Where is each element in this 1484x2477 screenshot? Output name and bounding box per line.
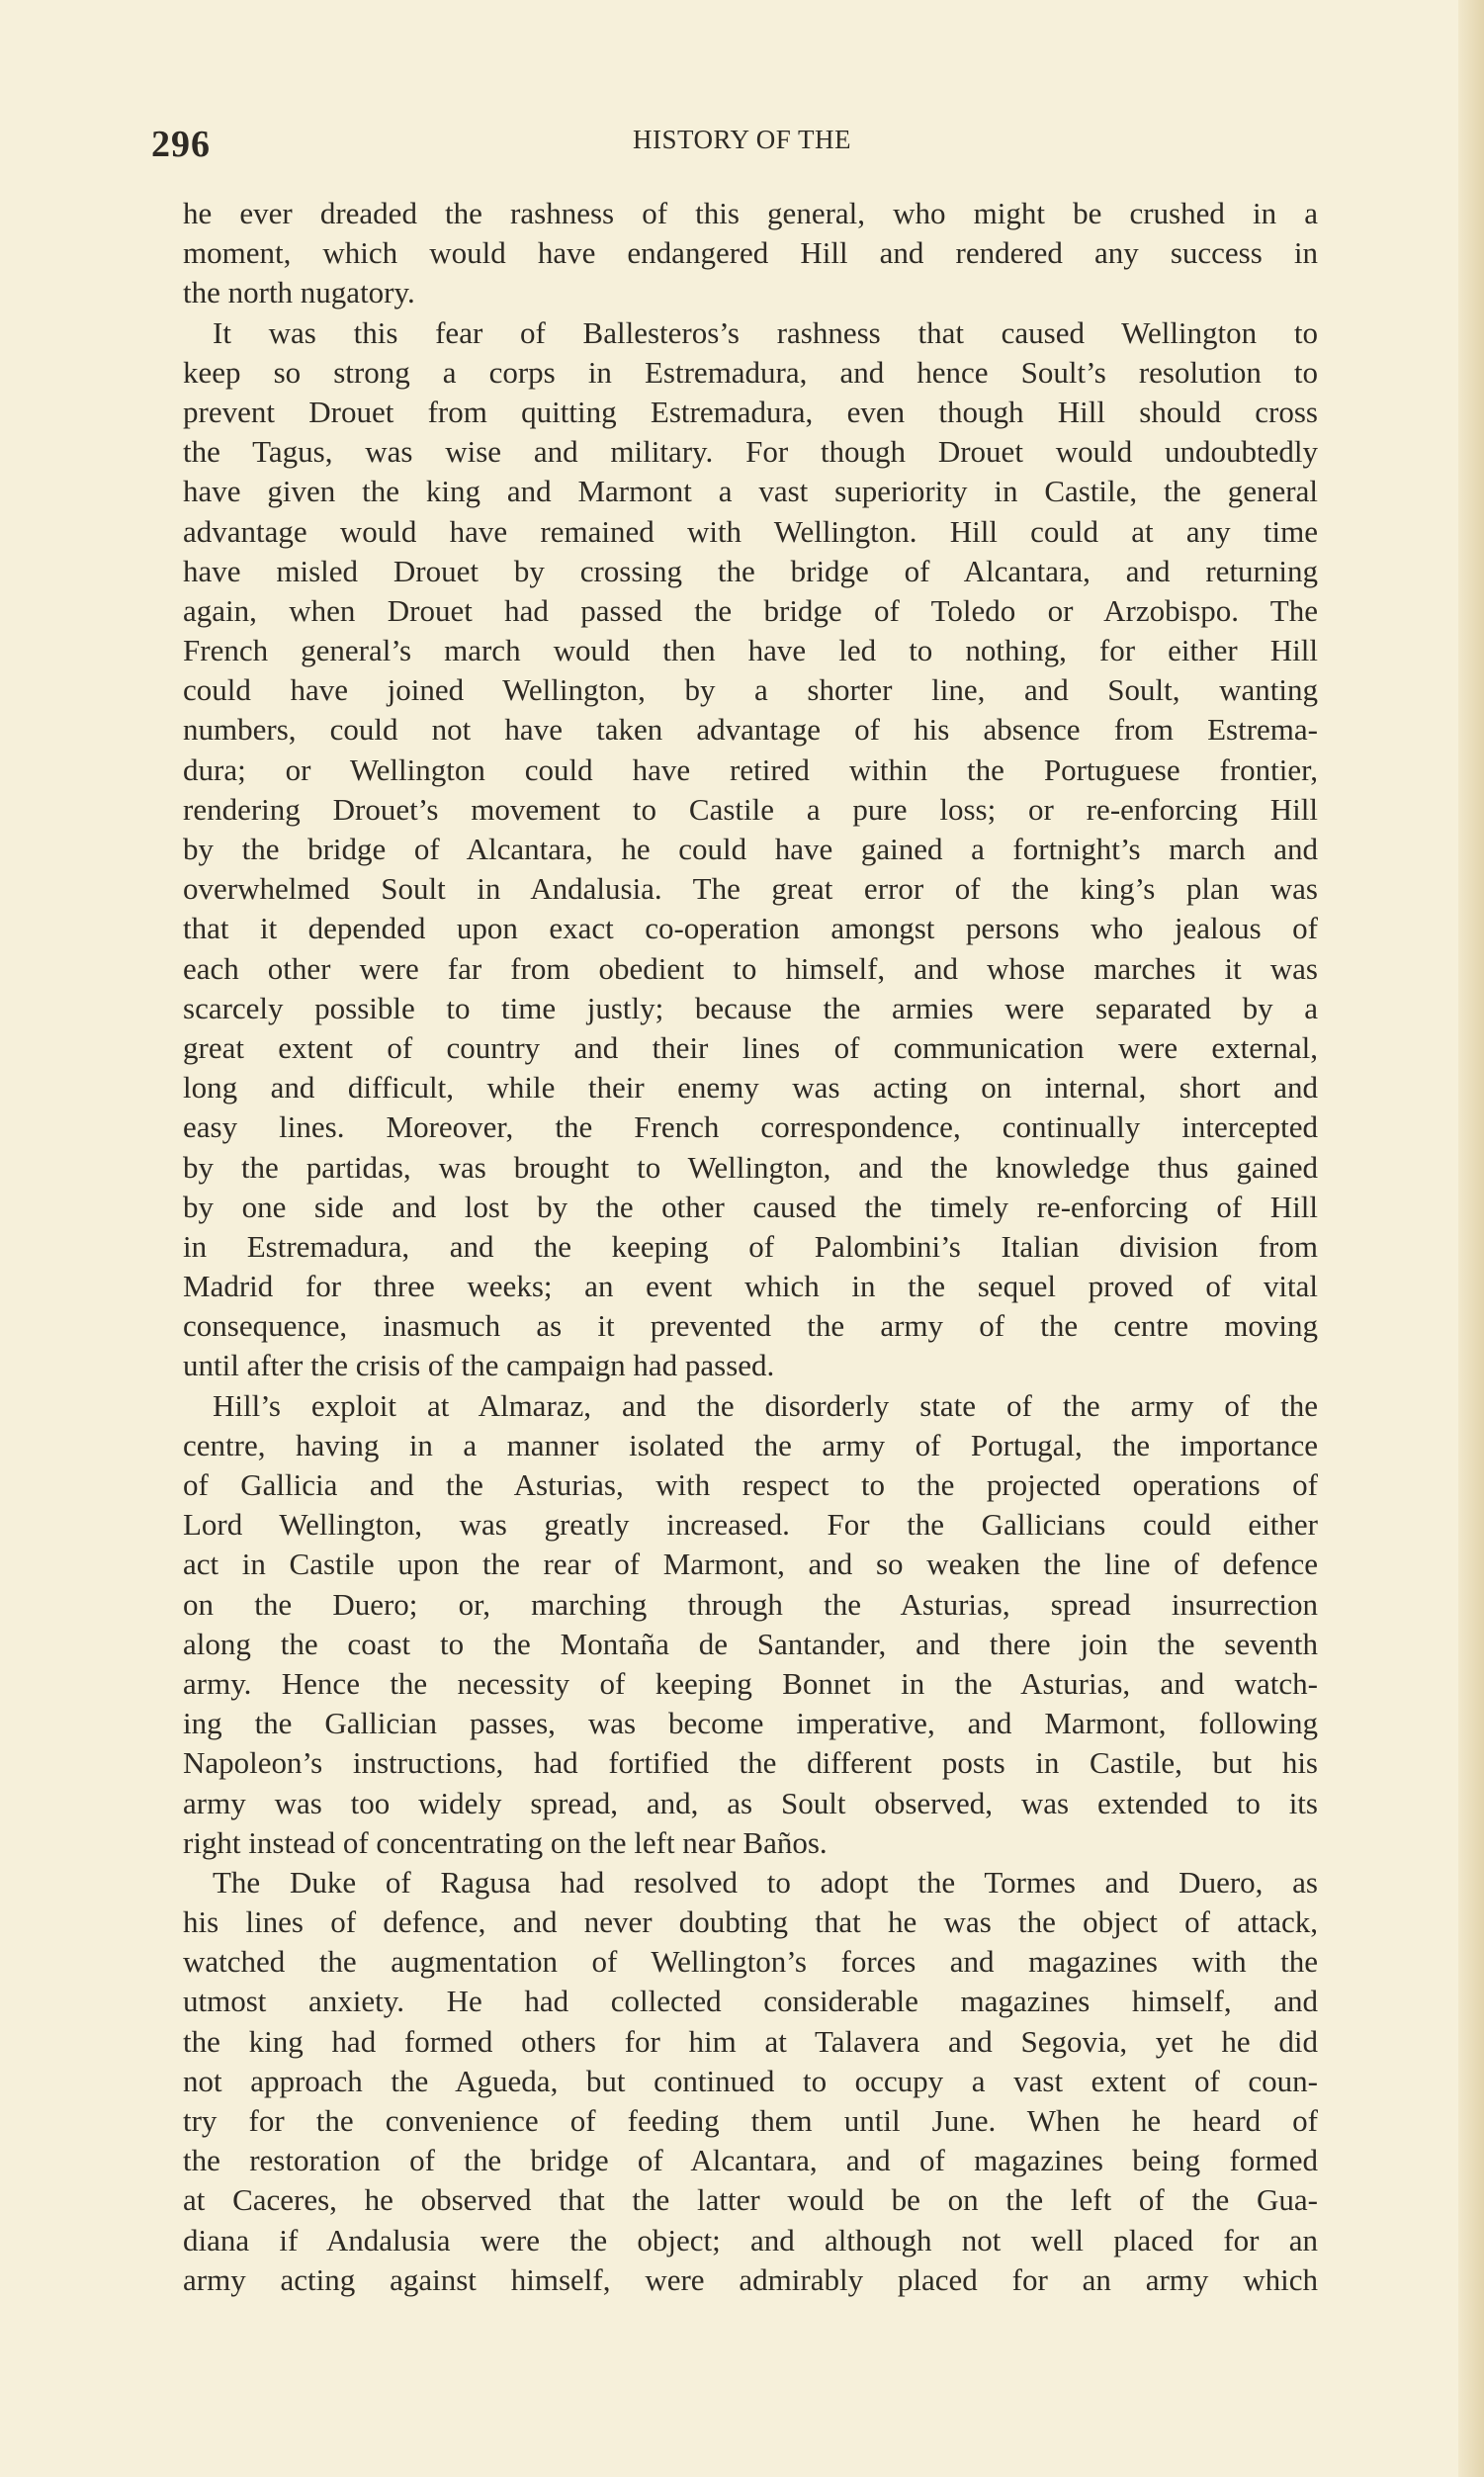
body-text <box>183 194 1318 2300</box>
text-line: keep so strong a corps in Estremadura, and hence Soult’s resolution to <box>183 354 1318 390</box>
text-line: right instead of concentrating on the left near Baños. <box>183 1824 828 1860</box>
text-line: utmost anxiety. He had collected considerable magazines himself, and <box>183 1984 1318 2019</box>
text-line: could have joined Wellington, by a shorter line, and Soult, wanting <box>183 672 1318 708</box>
text-line: again, when Drouet had passed the bridge of Toledo or Arzobispo. The <box>183 592 1318 628</box>
text-line: that it depended upon exact co-operation amongst persons who jealous of <box>183 911 1318 946</box>
text-line: diana if Andalusia were the object; and although not well placed for an <box>183 2222 1318 2257</box>
text-line: numbers, could not have taken advantage of his absence from Estrema- <box>183 712 1318 748</box>
text-line: by the partidas, was brought to Wellington, and the knowledge thus gained <box>183 1149 1318 1185</box>
text-line: the restoration of the bridge of Alcantara, and of magazines being formed <box>183 2143 1318 2178</box>
text-line: Lord Wellington, was greatly increased. For the Gallicians could either <box>183 1507 1318 1543</box>
text-line: advantage would have remained with Wellington. Hill could at any time <box>183 513 1318 549</box>
text-line: his lines of defence, and never doubting that he was the object of attack, <box>183 1904 1318 1940</box>
text-line: dura; or Wellington could have retired within the Portuguese frontier, <box>183 752 1318 787</box>
text-line: Hill’s exploit at Almaraz, and the disorderly state of the army of the <box>213 1387 1318 1423</box>
text-line: The Duke of Ragusa had resolved to adopt the Tormes and Duero, as <box>213 1864 1318 1900</box>
text-line: great extent of country and their lines of communication were external, <box>183 1029 1318 1065</box>
text-line: by one side and lost by the other caused the timely re-enforcing of Hill <box>183 1189 1318 1224</box>
text-line: act in Castile upon the rear of Marmont, and so weaken the line of defence <box>183 1547 1318 1582</box>
text-line: the king had formed others for him at Talavera and Segovia, yet he did <box>183 2023 1318 2059</box>
text-line: have misled Drouet by crossing the bridge of Alcantara, and returning <box>183 553 1318 588</box>
text-line: not approach the Agueda, but continued to occupy a vast extent of coun- <box>183 2063 1318 2098</box>
page-edge <box>1458 0 1484 2477</box>
text-line: long and difficult, while their enemy was acting on internal, short and <box>183 1070 1318 1106</box>
text-line: the north nugatory. <box>183 275 415 310</box>
text-line: try for the convenience of feeding them until June. When he heard of <box>183 2103 1318 2138</box>
text-line: until after the crisis of the campaign had passed. <box>183 1348 775 1383</box>
text-line: centre, having in a manner isolated the army of Portugal, the importance <box>183 1427 1318 1462</box>
text-line: have given the king and Marmont a vast superiority in Castile, the general <box>183 474 1318 509</box>
text-line: by the bridge of Alcantara, he could have gained a fortnight’s march and <box>183 832 1318 866</box>
text-line: Napoleon’s instructions, had fortified the different posts in Castile, but his <box>183 1745 1318 1781</box>
text-line: on the Duero; or, marching through the Asturias, spread insurrection <box>183 1586 1318 1622</box>
text-line: scarcely possible to time justly; because the armies were separated by a <box>183 990 1318 1025</box>
text-line: It was this fear of Ballesteros’s rashness that caused Wellington to <box>213 314 1318 350</box>
text-line: each other were far from obedient to himself, and whose marches it was <box>183 950 1318 986</box>
text-line: overwhelmed Soult in Andalusia. The great error of the king’s plan was <box>183 871 1318 907</box>
text-line: army was too widely spread, and, as Soult observed, was extended to its <box>183 1785 1318 1820</box>
text-line: at Caceres, he observed that the latter would be on the left of the Gua- <box>183 2182 1318 2218</box>
text-line: along the coast to the Montaña de Santander, and there join the seventh <box>183 1626 1318 1661</box>
text-line: of Gallicia and the Asturias, with respect to the projected operations of <box>183 1467 1318 1502</box>
text-line: ing the Gallician passes, was become imperative, and Marmont, following <box>183 1706 1318 1741</box>
text-line: he ever dreaded the rashness of this general, who might be crushed in a <box>183 196 1318 230</box>
text-line: prevent Drouet from quitting Estremadura, even though Hill should cross <box>183 394 1318 429</box>
running-title: HISTORY OF THE <box>632 125 852 154</box>
text-line: army. Hence the necessity of keeping Bonnet in the Asturias, and watch- <box>183 1665 1318 1701</box>
text-line: easy lines. Moreover, the French correspondence, continually intercepted <box>183 1109 1318 1145</box>
text-line: watched the augmentation of Wellington’s forces and magazines with the <box>183 1944 1318 1980</box>
text-line: rendering Drouet’s movement to Castile a pure loss; or re-enforcing Hill <box>183 791 1318 827</box>
text-line: consequence, inasmuch as it prevented the army of the centre moving <box>183 1308 1318 1344</box>
text-line: army acting against himself, were admirably placed for an army which <box>183 2261 1318 2297</box>
text-line: Madrid for three weeks; an event which in the sequel proved of vital <box>183 1269 1318 1304</box>
text-line: the Tagus, was wise and military. For though Drouet would undoubtedly <box>183 434 1318 470</box>
page-number: 296 <box>151 124 211 165</box>
text-line: in Estremadura, and the keeping of Palombini’s Italian division from <box>183 1228 1318 1264</box>
text-line: moment, which would have endangered Hill and rendered any success in <box>183 235 1318 271</box>
text-line: French general’s march would then have led to nothing, for either Hill <box>183 633 1318 668</box>
